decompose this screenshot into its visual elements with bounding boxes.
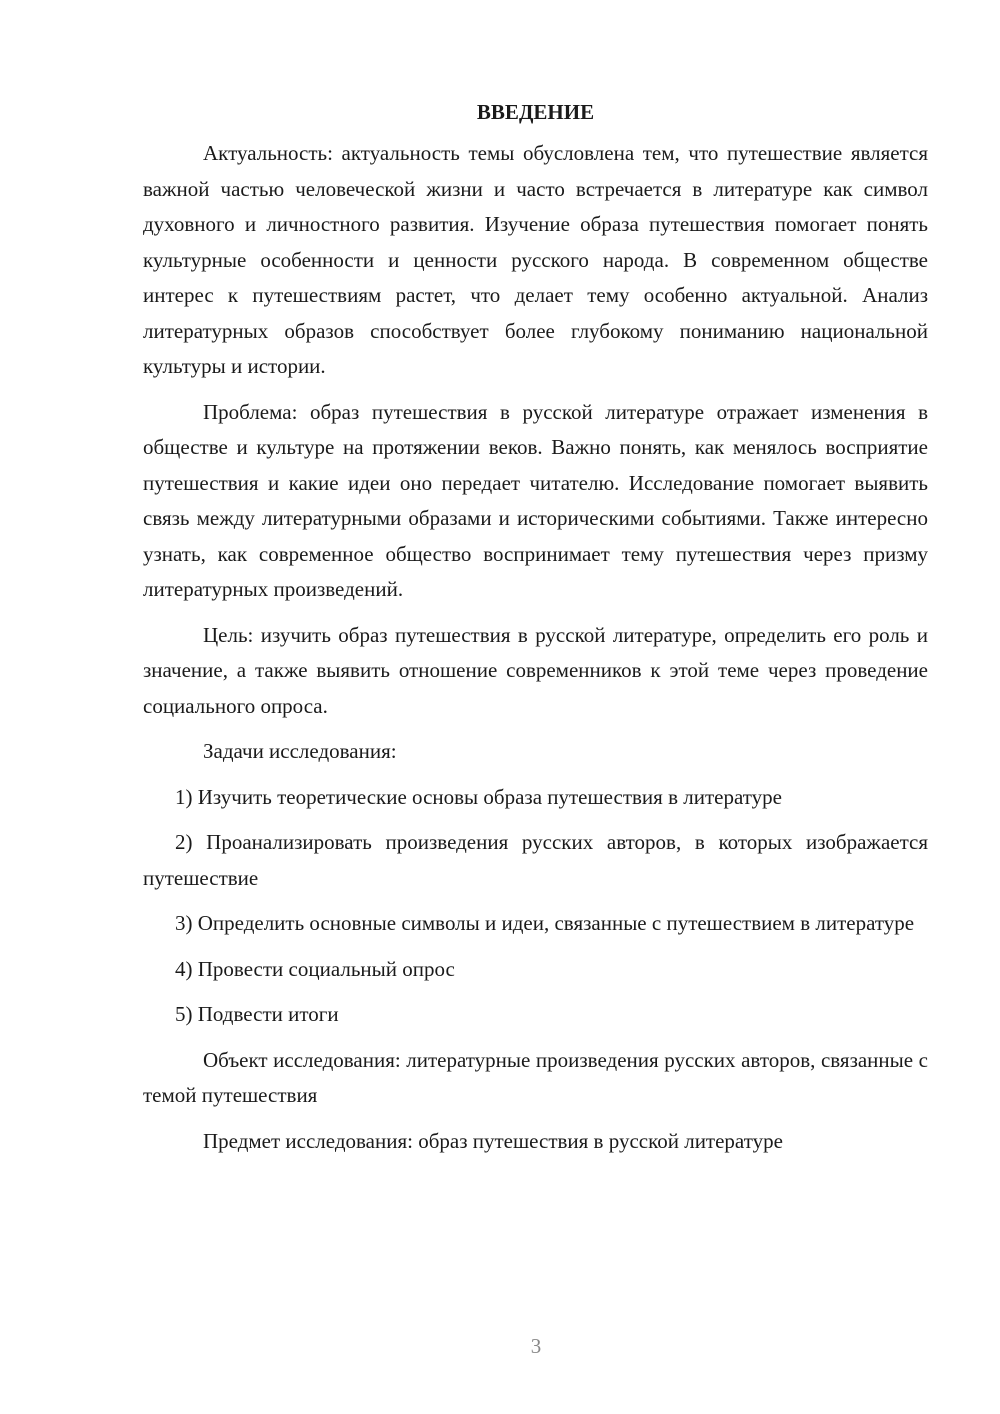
task-item-1: 1) Изучить теоретические основы образа путешествия в литературе [175, 784, 782, 809]
paragraph-relevance: Актуальность: актуальность темы обусловлена тем, что путешествие является важной частью человеческой жизни и часто встречается в литературе как символ духовного и личностного развития. Изучение образа путешествия помогает понять культурные особенности и ценности русского народа. В современном обществе интерес к путешествиям растет, что делает тему особенно актуальной. Анализ литературных образов способствует более глубокому пониманию национальной культуры и истории. [143, 141, 928, 378]
page-number: 3 [530, 1334, 542, 1358]
document-page [143, 96, 928, 1169]
section-title: ВВЕДЕНИЕ [476, 100, 595, 124]
paragraph-object: Объект исследования: литературные произведения русских авторов, связанные с темой путешествия [143, 1047, 928, 1107]
task-item-5: 5) Подвести итоги [175, 1002, 339, 1026]
tasks-heading: Задачи исследования: [203, 739, 397, 763]
task-item-3: 3) Определить основные символы и идеи, связанные с путешествием в литературе [175, 911, 915, 935]
task-item-4: 4) Провести социальный опрос [175, 956, 455, 981]
paragraph-problem: Проблема: образ путешествия в русской литературе отражает изменения в обществе и культуре на протяжении веков. Важно понять, как менялось восприятие путешествия и какие идеи оно передает читателю. Исследование помогает выявить связь между литературными образами и историческими событиями. Также интересно узнать, как современное общество воспринимает тему путешествия через призму литературных произведений. [143, 399, 928, 601]
paragraph-subject: Предмет исследования: образ путешествия в русской литературе [203, 1128, 783, 1153]
paragraph-goal: Цель: изучить образ путешествия в русской литературе, определить его роль и значение, а также выявить отношение современников к этой теме через проведение социального опроса. [143, 622, 928, 718]
task-item-2: 2) Проанализировать произведения русских авторов, в которых изображается путешествие [143, 830, 928, 890]
